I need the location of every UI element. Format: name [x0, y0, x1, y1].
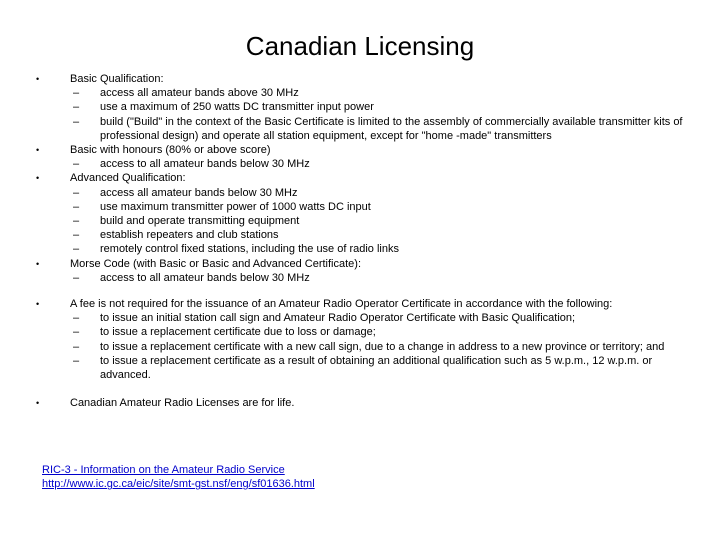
bullet-icon: • [36, 145, 40, 156]
url-link[interactable]: http://www.ic.gc.ca/eic/site/smt-gst.nsf/eng/sf01636.html [42, 478, 315, 491]
sub-item: – to issue a replacement certificate due to loss or damage; [73, 326, 376, 339]
list-item-basic [36, 72, 686, 143]
sub-item: – use maximum transmitter power of 1000 watts DC input [73, 200, 371, 213]
dash-icon: – [73, 312, 80, 325]
section-label: A fee is not required for the issuance of an Amateur Radio Operator Certificate in accordance with the following: [70, 298, 613, 311]
dash-icon: – [73, 271, 80, 284]
sub-item: – remotely control fixed stations, including the use of radio links [73, 243, 399, 256]
list-item-advanced [36, 171, 686, 256]
list-item-life [36, 396, 686, 410]
dash-icon: – [73, 200, 80, 213]
sub-item: – access all amateur bands below 30 MHz [73, 186, 298, 199]
bullet-icon: • [36, 74, 40, 84]
dash-icon: – [73, 158, 80, 171]
sub-item: – use a maximum of 250 watts DC transmitter input power [73, 101, 374, 114]
sub-item: – access to all amateur bands below 30 MHz [73, 271, 310, 284]
dash-icon: – [73, 229, 80, 242]
sub-item: – build ("Build" in the context of the Basic Certificate is limited to the assembly of commercially available transmitter kits of professional design) and operate all station equipment, except for "home -made" transmitters [73, 115, 683, 142]
section-label: Morse Code (with Basic or Basic and Advanced Certificate): [70, 257, 362, 270]
sub-item: – access all amateur bands above 30 MHz [73, 87, 299, 100]
sub-item: – to issue a replacement certificate with a new call sign, due to a change in address to a new province or territory; and [73, 340, 665, 353]
content-body [36, 72, 686, 410]
sub-item: – build and operate transmitting equipment [73, 215, 300, 228]
dash-icon: – [73, 340, 80, 353]
dash-icon: – [73, 354, 80, 367]
section-label: Basic Qualification: [70, 73, 164, 85]
list-item-morse [36, 257, 686, 285]
list-item-honours [36, 143, 686, 171]
main-list [36, 72, 686, 410]
list-item-fee [36, 297, 686, 382]
sub-item: – to issue an initial station call sign and Amateur Radio Operator Certificate with Basic Qualification; [73, 312, 576, 325]
ric3-link[interactable]: RIC-3 - Information on the Amateur Radio Service [42, 464, 285, 476]
dash-icon: – [73, 115, 80, 128]
sub-item: – establish repeaters and club stations [73, 229, 279, 242]
dash-icon: – [73, 243, 80, 256]
dash-icon: – [73, 215, 80, 228]
dash-icon: – [73, 186, 80, 199]
references [42, 463, 315, 491]
section-label: Canadian Amateur Radio Licenses are for life. [70, 397, 295, 410]
dash-icon: – [73, 101, 80, 114]
section-label: Basic with honours (80% or above score) [70, 144, 271, 157]
bullet-icon: • [36, 173, 40, 184]
page-title: Canadian Licensing [245, 31, 475, 61]
dash-icon: – [73, 326, 80, 339]
sub-item: – to issue a replacement certificate as a result of obtaining an additional qualification such as 5 w.p.m., 12 w.p.m. or advanced. [73, 354, 653, 382]
section-label: Advanced Qualification: [70, 172, 186, 185]
sub-item: – access to all amateur bands below 30 MHz [73, 158, 310, 171]
bullet-icon: • [36, 398, 40, 409]
bullet-icon: • [36, 299, 40, 310]
bullet-icon: • [36, 258, 40, 269]
dash-icon: – [73, 87, 80, 100]
